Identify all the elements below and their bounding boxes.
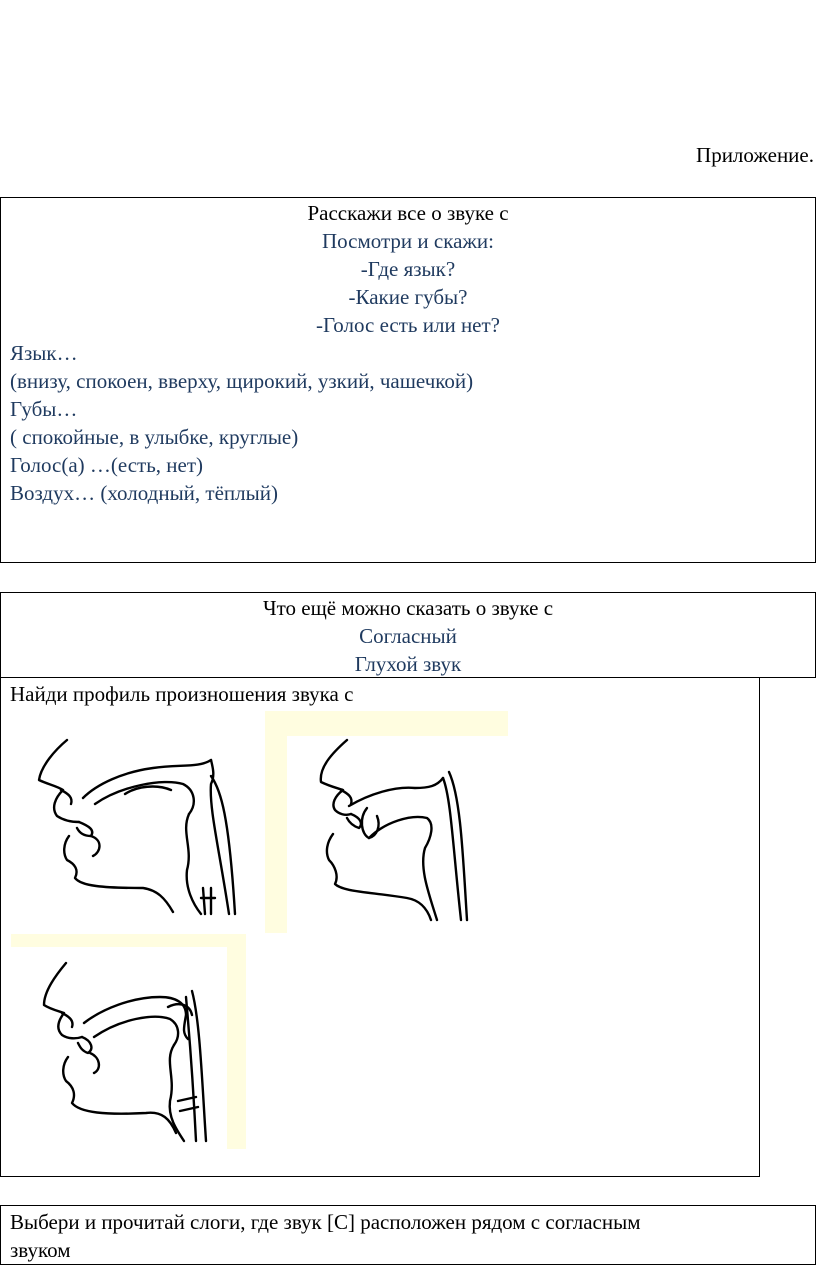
box2-voiceless: Глухой звук [354, 652, 462, 676]
question-lips: -Какие губы? [348, 285, 468, 309]
box4-line1: Выбери и прочитай слоги, где звук [С] расположен рядом с согласным [10, 1210, 641, 1234]
articulation-profile-2[interactable] [311, 738, 481, 923]
question-voice: -Голос есть или нет? [315, 313, 501, 337]
box2-title: Что ещё можно сказать о звуке с [262, 596, 554, 620]
item-lips-options: ( спокойные, в улыбке, круглые) [10, 425, 299, 449]
highlight-frame [265, 711, 287, 933]
task-box-find-profile [0, 677, 760, 1177]
highlight-frame [265, 711, 508, 736]
item-tongue-options: (внизу, спокоен, вверху, щирокий, узкий, чашечкой) [10, 369, 474, 393]
articulation-profile-3[interactable] [36, 961, 226, 1146]
box2-consonant: Согласный [359, 624, 457, 648]
item-air: Воздух… (холодный, тёплый) [10, 481, 278, 505]
box1-title: Расскажи все о звуке с [307, 201, 509, 225]
box4-line2: звуком [10, 1238, 71, 1262]
task-box-more-about-sound [0, 592, 816, 678]
task-box-choose-syllables [0, 1205, 816, 1265]
box3-title: Найди профиль произношения звука с [10, 682, 354, 706]
item-lips: Губы… [10, 397, 78, 421]
box1-prompt: Посмотри и скажи: [321, 229, 495, 253]
item-tongue: Язык… [10, 341, 78, 365]
highlight-frame [11, 934, 246, 947]
appendix-label: Приложение. [696, 143, 814, 167]
question-tongue: -Где язык? [360, 257, 456, 281]
articulation-profile-1[interactable] [33, 738, 243, 918]
highlight-frame [227, 934, 246, 1149]
item-voice: Голос(а) …(есть, нет) [10, 453, 204, 477]
task-box-describe-sound [0, 197, 816, 563]
